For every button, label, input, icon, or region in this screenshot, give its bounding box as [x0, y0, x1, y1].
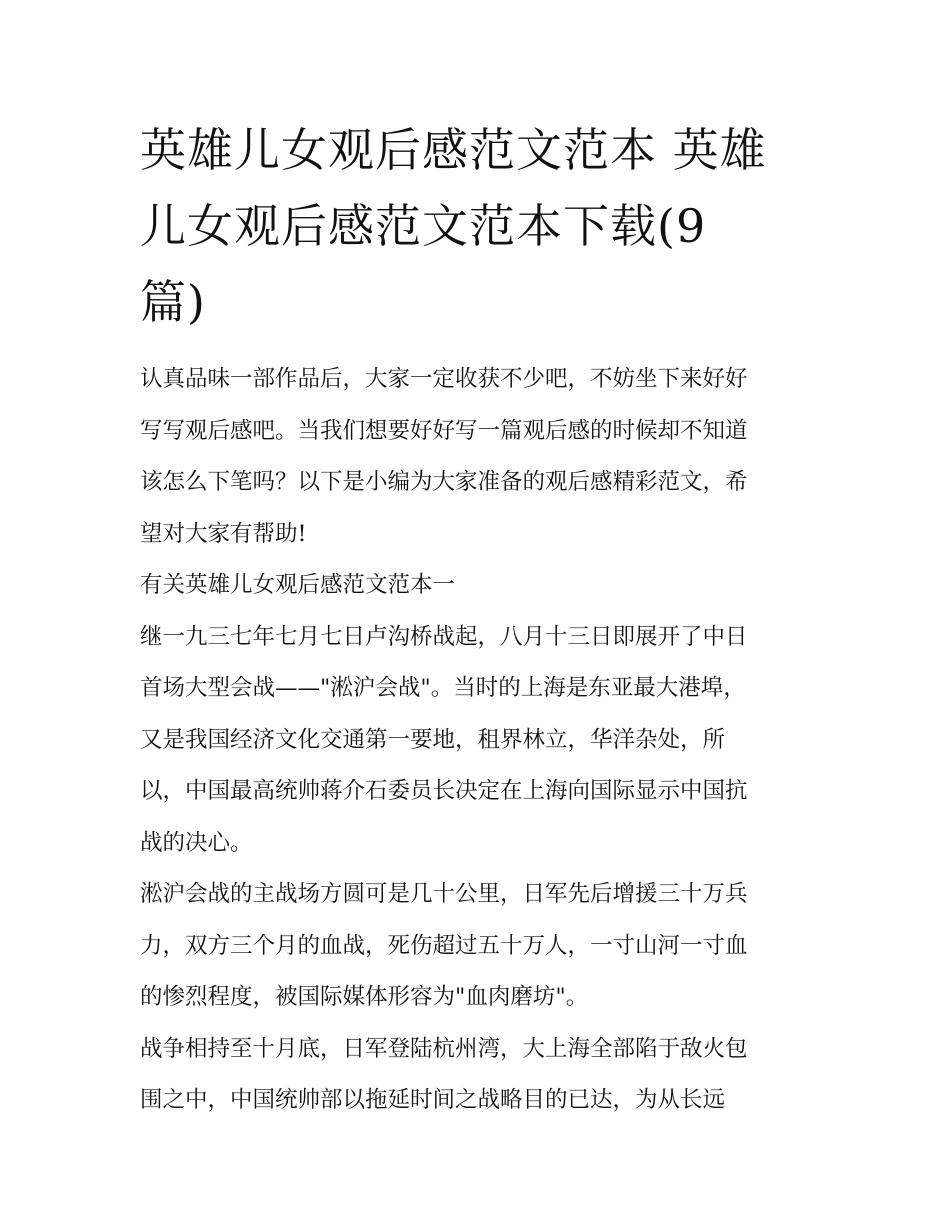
title-line: 篇) — [140, 275, 206, 329]
body-line: 的惨烈程度，被国际媒体形容为"血肉磨坊"。 — [140, 984, 589, 1010]
body-line: 围之中，中国统帅部以拖延时间之战略目的已达，为从长远 — [140, 1087, 726, 1113]
body-line: 又是我国经济文化交通第一要地，租界林立，华洋杂处，所 — [140, 726, 726, 753]
body-line: 该怎么下笔吗？以下是小编为大家准备的观后感精彩范文，希 — [140, 469, 748, 495]
document-title — [140, 112, 820, 340]
title-line: 英雄儿女观后感范文范本 英雄 — [140, 123, 767, 177]
body-line: 淞沪会战的主战场方圆可是几十公里，日军先后增援三十万兵 — [140, 881, 748, 907]
body-line: 写写观后感吧。当我们想要好好写一篇观后感的时候却不知道 — [140, 417, 748, 444]
body-line: 首场大型会战——"淞沪会战"。当时的上海是东亚最大港埠， — [140, 675, 746, 701]
section-heading: 有关英雄儿女观后感范文范本一 — [140, 572, 456, 598]
body-line: 继一九三七年七月七日卢沟桥战起，八月十三日即展开了中日 — [140, 623, 748, 650]
body-line: 认真品味一部作品后，大家一定收获不少吧，不妨坐下来好好 — [140, 366, 748, 392]
title-line: 儿女观后感范文范本下载(9 — [140, 199, 707, 253]
document-body — [140, 354, 820, 1127]
document-content — [140, 112, 820, 1127]
body-line: 以，中国最高统帅蒋介石委员长决定在上海向国际显示中国抗 — [140, 778, 748, 804]
body-line: 望对大家有帮助! — [140, 520, 307, 547]
body-line: 战的决心。 — [140, 829, 253, 856]
body-line: 力，双方三个月的血战，死伤超过五十万人，一寸山河一寸血 — [140, 932, 748, 959]
body-line: 战争相持至十月底，日军登陆杭州湾，大上海全部陷于敌火包 — [140, 1035, 748, 1062]
